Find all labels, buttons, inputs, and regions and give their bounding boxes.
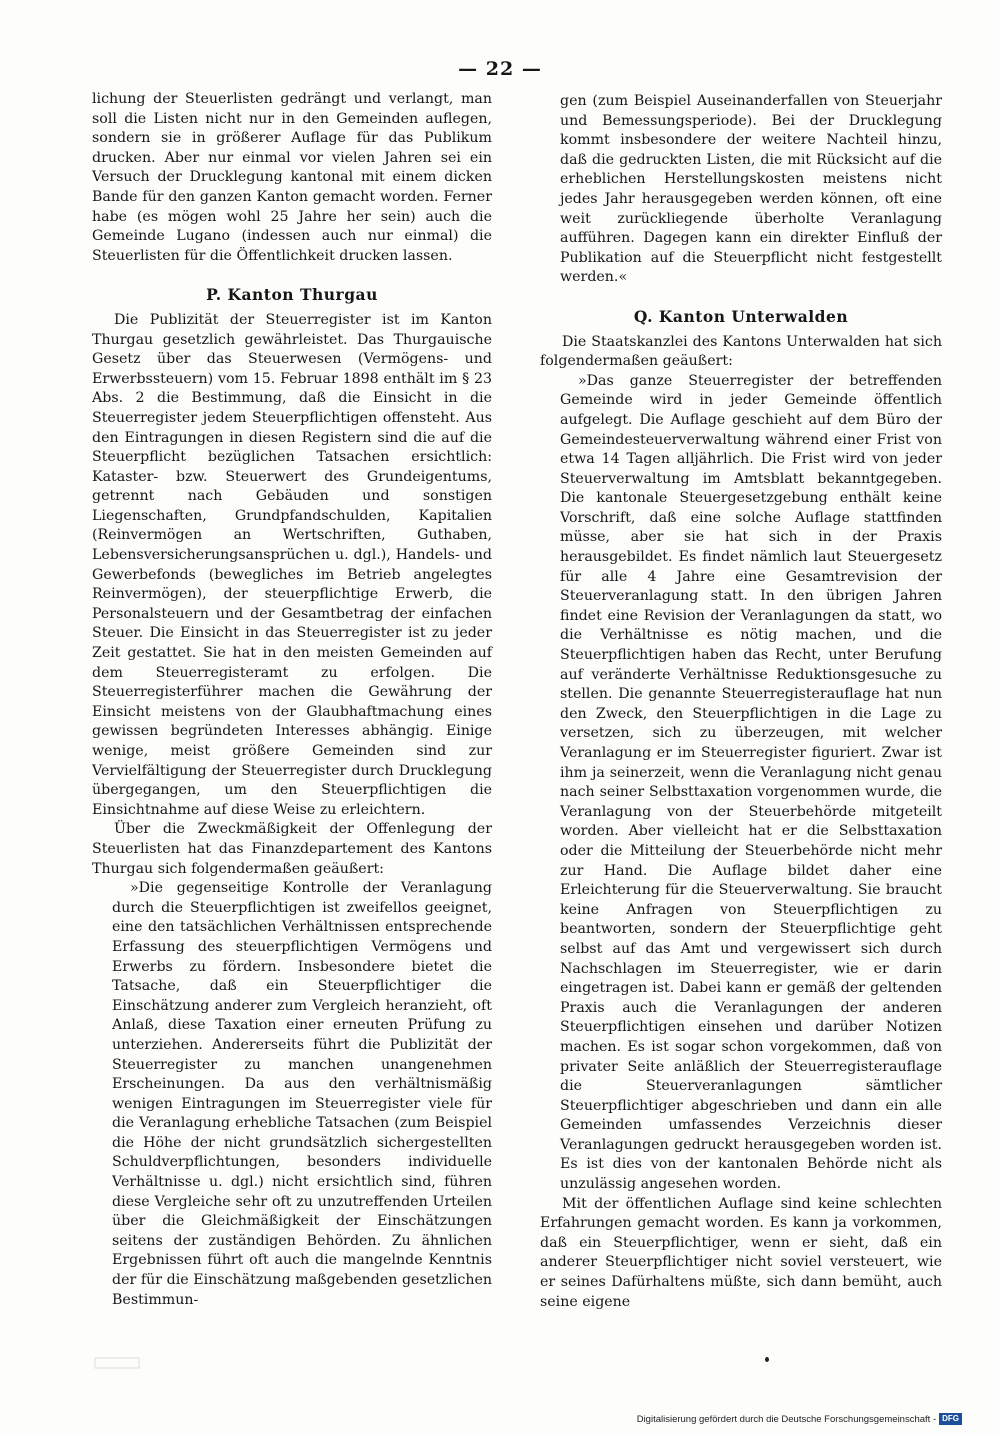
unterwalden-quote: »Das ganze Steuerregister der betreffenden Gemeinde wird in jeder Gemeinde öffentlich aufgelegt. Die Auflage geschieht auf dem Büro der Gemeindesteuerverwaltung während einer Frist von etwa 14 Tagen alljährlich. Die Frist wird von jeder Steuerverwaltung im Amtsblatt bekanntgegeben. Die kantonale Steuergesetzgebung enthält keine Vorschrift, daß eine solche Auflage stattfinden müsse, aber sie hat sich in der Praxis herausgebildet. Es findet nämlich laut Steuergesetz für alle 4 Jahre eine Gesamtrevision der Steuerveranlagung statt. In den übrigen Jahren findet eine Revision der Veranlagungen da statt, wo die Verhältnisse es nötig machen, und die Steuerpflichtigen haben das Recht, unter Berufung auf veränderte Verhältnisse Reduktionsgesuche zu stellen. Die genannte Steuerregisterauflage hat nun den Zweck, den Steuerpflichtigen in die Lage zu versetzen, sich zu überzeugen, mit welcher Veranlagung er im Steuerregister figuriert. Zwar ist ihm ja seinerzeit, wenn die Veranlagung nicht genau nach seiner Selbsttaxation vorgenommen wurde, die Veranlagung von der Steuerbehörde mitgeteilt worden. Aber vielleicht hat er die Selbsttaxation oder die Mitteilung der Steuerbehörde nicht mehr zur Hand. Die Auflage bildet daher eine Erleichterung für die Steuerverwaltung. Sie braucht keine Anfragen von Steuerpflichtigen zu beantworten, sondern der Steuerpflichtige geht selbst auf das Amt und vergewissert sich durch Nachschlagen im Steuerregister, wie er darin eingetragen ist. Dabei kann er gemäß der geltenden Praxis auch die Veranlagungen der anderen Steuerpflichtigen einsehen und darüber Notizen machen. Es ist sogar schon vorgekommen, daß von privater Seite anläßlich der Steuerregisterauflage die Steuerveranlagungen sämtlicher Steuerpflichtiger abgeschrieben und dann ein alle Gemeinden umfassendes Verzeichnis dieser Veranlagungen gedruckt herausgegeben worden ist. Es ist dies von der kantonalen Behörde nicht als unzulässig angesehen worden.	[560, 372, 942, 1193]
left-continuation-paragraph: lichung der Steuerlisten gedrängt und verlangt, man soll die Listen nicht nur in den Gemeinden auflegen, sondern sie in größerer Auflage für das Publikum drucken. Aber nur einmal vor vielen Jahren sei ein Versuch der Drucklegung kantonal mit einem dicken Bande für den ganzen Kanton gemacht worden. Ferner habe (es mögen wohl 25 Jahre her sein) auch die Gemeinde Lugano (indessen auch nur einmal) die Steuerlisten für die Öffentlichkeit drucken lassen.	[92, 91, 492, 264]
section-heading-thurgau: P. Kanton Thurgau	[206, 285, 378, 305]
unterwalden-paragraph-1: Die Staatskanzlei des Kantons Unterwalden hat sich folgendermaßen geäußert:	[540, 333, 942, 370]
digitization-credit	[637, 1413, 962, 1425]
left-column	[92, 90, 492, 1310]
right-column	[540, 92, 942, 1312]
unterwalden-paragraph-2: Mit der öffentlichen Auflage sind keine schlechten Erfahrungen gemacht worden. Es kann ja vorkommen, daß ein Steuerpflichtiger, wenn er sieht, daß ein anderer Steuerpflichtiger nicht soviel versteuert, wie er seines Dafürhaltens müßte, sich dann bemüht, auch seine eigene	[540, 1195, 942, 1310]
section-heading-unterwalden: Q. Kanton Unterwalden	[633, 306, 849, 326]
right-continuation-paragraph: gen (zum Beispiel Auseinanderfallen von Steuerjahr und Bemessungsperiode). Bei der Drucklegung kommt insbesondere der weitere Nachteil hinzu, daß die gedruckten Listen, die mit Rücksicht auf die erheblichen Herstellungskosten meistens nicht jedes Jahr herausgegeben werden können, oft eine weit zurückliegende überholte Veranlagung aufführen. Dagegen kann ein direkter Einfluß der Publikation auf die Steuerpflicht nicht festgestellt werden.«	[560, 93, 942, 286]
dfg-logo: DFG	[939, 1413, 962, 1425]
page-number: — 22 —	[458, 58, 542, 80]
faint-stamp-mark	[94, 1356, 140, 1370]
credit-text: Digitalisierung gefördert durch die Deutsche Forschungsgemeinschaft -	[636, 1413, 937, 1425]
thurgau-quote: »Die gegenseitige Kontrolle der Veranlagung durch die Steuerpflichtigen ist zweifellos geeignet, eine den tatsächlichen Verhältnissen entsprechende Erfassung des steuerpflichtigen Vermögens und Erwerbs zu fördern. Insbesondere bietet die Tatsache, daß ein Steuerpflichtiger die Einschätzung anderer zum Vergleich heranzieht, oft Anlaß, diese Taxation einer erneuten Prüfung zu unterziehen. Andererseits führt die Publizität der Steuerregister zu manchen unangenehmen Erscheinungen. Da aus den verhältnismäßig wenigen Eintragungen im Steuerregister viele für die Veranlagung erhebliche Tatsachen (zum Beispiel die Höhe der nicht grundsätzlich sichergestellten Schuldverpflichtungen, besonders individuelle Verhältnisse u. dgl.) nicht ersichtlich sind, führen diese Vergleiche sehr oft zu unzutreffenden Urteilen über die Gleichmäßigkeit der Einschätzungen seitens der zuständigen Behörden. Zu ähnlichen Ergebnissen führt oft auch die mangelnde Kenntnis der für die Einschätzung maßgebenden gesetzlichen Bestimmun-	[112, 880, 492, 1308]
ink-speck	[765, 1357, 769, 1362]
thurgau-paragraph-1: Die Publizität der Steuerregister ist im Kanton Thurgau gesetzlich gewährleistet. Das Thurgauische Gesetz über das Steuerwesen (Vermögens- und Erwerbssteuern) vom 15. Februar 1898 enthält im § 23 Abs. 2 die Bestimmung, daß die Einsicht in die Steuerregister jedem Steuerpflichtigen offensteht. Aus den Eintragungen in diesen Registern sind die auf die Steuerpflicht bezüglichen Tatsachen ersichtlich: Kataster- bzw. Steuerwert des Grundeigentums, getrennt nach Gebäuden und sonstigen Liegenschaften, Grundpfandschulden, Kapitalien (Reinvermögen an Wertschriften, Guthaben, Lebensversicherungsansprüchen u. dgl.), Handels- und Gewerbefonds (bewegliches im Betrieb angelegtes Reinvermögen), der steuerpflichtige Erwerb, die Personalsteuern und der Gesamtbetrag der einfachen Steuer. Die Einsicht in das Steuerregister ist zu jeder Zeit gestattet. Sie hat in den meisten Gemeinden auf dem Steuerregisteramt zu erfolgen. Die Steuerregisterführer machen die Gewährung der Einsicht meistens von der Glaubhaftmachung eines gewissen begründeten Interesses abhängig. Einige wenige, meist größere Gemeinden sind zur Vervielfältigung der Steuerregister durch Drucklegung übergegangen, um den Steuerpflichtigen die Einsichtnahme auf diese Weise zu erleichtern.	[92, 311, 492, 818]
thurgau-paragraph-2: Über die Zweckmäßigkeit der Offenlegung der Steuerlisten hat das Finanzdepartement des Kantons Thurgau sich folgendermaßen geäußert:	[92, 821, 492, 877]
